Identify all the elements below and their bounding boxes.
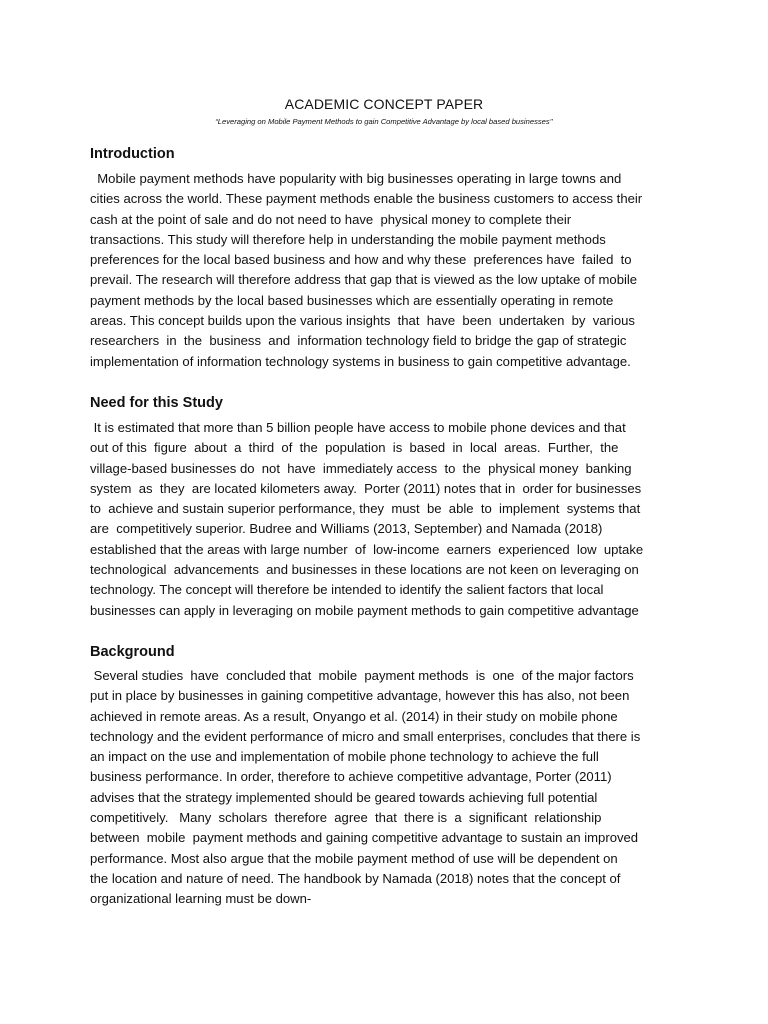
text-line: Mobile payment methods have popularity with big businesses operating in large towns and: [90, 171, 622, 186]
text-line: technology and the evident performance of micro and small enterprises, concludes that there is: [90, 728, 641, 744]
text-line: competitively. Many scholars therefore agree that there is a significant relationship: [90, 810, 602, 826]
text-line: the location and nature of need. The handbook by Namada (2018) notes that the concept of: [90, 870, 621, 886]
section-heading-introduction: Introduction: [90, 146, 175, 162]
text-line: village-based businesses do not have immediately access to the physical money banking: [90, 460, 632, 476]
section-body-background: [90, 666, 680, 910]
text-line: business performance. In order, therefore to achieve competitive advantage, Porter (2011): [90, 769, 612, 785]
text-line: put in place by businesses in gaining competitive advantage, however this has also, not been: [90, 688, 630, 704]
text-line: cash at the point of sale and do not need to have physical money to complete their: [90, 211, 572, 227]
text-line: preferences for the local based business and how and why these preferences have failed to: [90, 252, 632, 268]
text-line: performance. Most also argue that the mobile payment method of use will be dependent on: [90, 850, 618, 866]
text-line: transactions. This study will therefore help in understanding the mobile payment methods: [90, 231, 606, 247]
section-body-introduction: [90, 169, 680, 372]
paper-title: ACADEMIC CONCEPT PAPER: [284, 96, 484, 112]
text-line: established that the areas with large number of low-income earners experienced low uptake: [90, 541, 644, 557]
paper-subtitle: “Leveraging on Mobile Payment Methods to gain Competitive Advantage by local based businesses’’: [215, 117, 553, 126]
section-heading-need-for-study: Need for this Study: [90, 395, 223, 411]
text-line: implementation of information technology systems in business to gain competitive advantage.: [90, 353, 631, 369]
text-line: technology. The concept will therefore be intended to identify the salient factors that local: [90, 582, 604, 598]
text-line: technological advancements and businesses in these locations are not keen on leveraging on: [90, 562, 639, 578]
text-line: between mobile payment methods and gaining competitive advantage to sustain an improved: [90, 830, 639, 846]
text-line: to achieve and sustain superior performance, they must be able to implement systems that: [90, 501, 641, 517]
text-line: advises that the strategy implemented should be geared towards achieving full potential: [90, 789, 598, 805]
text-line: out of this figure about a third of the population is based in local areas. Further, the: [90, 440, 619, 456]
text-line: researchers in the business and information technology field to bridge the gap of strategic: [90, 333, 627, 349]
text-line: organizational learning must be down-: [90, 891, 312, 907]
text-line: system as they are located kilometers away. Porter (2011) notes that in order for businesses: [90, 480, 642, 496]
text-line: an impact on the use and implementation of mobile phone technology to achieve the full: [90, 749, 599, 765]
text-line: It is estimated that more than 5 billion people have access to mobile phone devices and that: [90, 420, 626, 435]
text-line: prevail. The research will therefore address that gap that is viewed as the low uptake of mobile: [90, 272, 638, 288]
section-heading-background: Background: [90, 644, 175, 660]
text-line: businesses can apply in leveraging on mobile payment methods to gain competitive advantage: [90, 602, 639, 618]
text-line: cities across the world. These payment methods enable the business customers to access their: [90, 191, 643, 207]
text-line: are competitively superior. Budree and Williams (2013, September) and Namada (2018): [90, 521, 603, 537]
text-line: Several studies have concluded that mobile payment methods is one of the major factors: [90, 668, 634, 683]
text-line: areas. This concept builds upon the various insights that have been undertaken by various: [90, 313, 635, 329]
text-line: achieved in remote areas. As a result, Onyango et al. (2014) in their study on mobile phone: [90, 708, 618, 724]
text-line: payment methods by the local based businesses which are essentially operating in remote: [90, 292, 614, 308]
section-body-need-for-study: [90, 418, 680, 621]
